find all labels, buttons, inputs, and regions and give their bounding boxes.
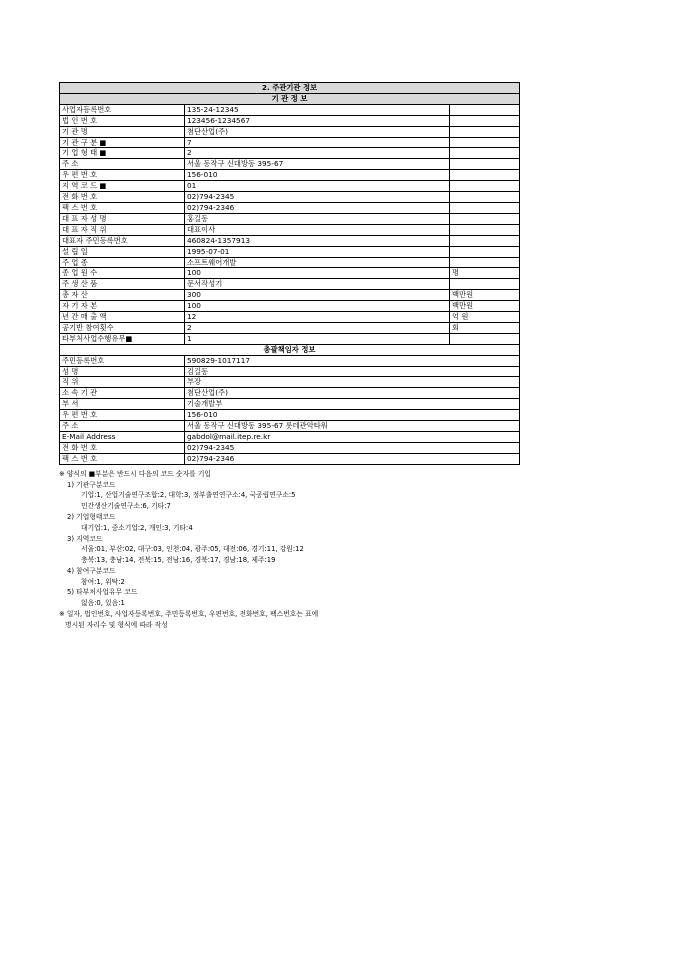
institution-row — [60, 279, 520, 290]
institution-row — [60, 170, 520, 181]
institution-row — [60, 257, 520, 268]
field-unit — [450, 333, 520, 344]
field-value: 12 — [185, 312, 450, 323]
field-label: 종 업 원 수 — [60, 268, 185, 279]
form-sheet — [59, 82, 519, 631]
institution-row — [60, 268, 520, 279]
field-label: 사업자등록번호 — [60, 104, 185, 115]
institution-row — [60, 224, 520, 235]
manager-row — [60, 421, 520, 432]
field-unit — [450, 224, 520, 235]
institution-row — [60, 333, 520, 344]
field-value: 2 — [185, 148, 450, 159]
institution-row — [60, 181, 520, 192]
manager-row — [60, 410, 520, 421]
institution-header-row — [60, 93, 520, 104]
field-label: 주민등록번호 — [60, 355, 185, 366]
field-unit — [450, 159, 520, 170]
institution-row — [60, 202, 520, 213]
field-label: 대 표 자 성 명 — [60, 213, 185, 224]
note-line: 대기업:1, 중소기업:2, 개인:3, 기타:4 — [81, 523, 193, 532]
manager-row — [60, 377, 520, 388]
field-label: 기 관 명 — [60, 126, 185, 137]
manager-row — [60, 453, 520, 464]
note-line: 충북:13, 충남:14, 전북:15, 전남:16, 경북:17, 경남:18, 제주:19 — [81, 556, 276, 565]
institution-row — [60, 235, 520, 246]
field-label: 년 간 매 출 액 — [60, 312, 185, 323]
field-label: 팩 스 번 호 — [60, 453, 185, 464]
field-label: 소 속 기 관 — [60, 388, 185, 399]
field-label: 자 기 자 본 — [60, 301, 185, 312]
institution-row — [60, 126, 520, 137]
field-unit — [450, 104, 520, 115]
field-unit — [450, 192, 520, 203]
field-label: 주 생 산 품 — [60, 279, 185, 290]
field-label: 성 명 — [60, 366, 185, 377]
note-line: ※ 일자, 법인번호, 사업자등록번호, 주민등록번호, 우편번호, 전화번호, 팩스번호는 표에 — [59, 610, 319, 619]
institution-row — [60, 246, 520, 257]
field-unit — [450, 126, 520, 137]
field-unit — [450, 202, 520, 213]
field-unit: 백만원 — [450, 301, 520, 312]
institution-row — [60, 148, 520, 159]
field-label: 총 자 산 — [60, 290, 185, 301]
field-value: 대표이사 — [185, 224, 450, 235]
note-line: 2) 기업형태코드 — [67, 512, 116, 521]
note-line: 1) 기관구분코드 — [67, 480, 116, 489]
field-value: 서울 동작구 신대방동 395-67 — [185, 159, 450, 170]
manager-row — [60, 399, 520, 410]
institution-row — [60, 322, 520, 333]
institution-row — [60, 115, 520, 126]
field-label: 직 위 — [60, 377, 185, 388]
note-line: 없음:0, 있음:1 — [81, 599, 125, 608]
field-value: 156-010 — [185, 170, 450, 181]
institution-row — [60, 301, 520, 312]
field-value: 첨단산업(주) — [185, 388, 520, 399]
field-unit — [450, 137, 520, 148]
field-label: 공기반 참여횟수 — [60, 322, 185, 333]
field-value: 100 — [185, 268, 450, 279]
manager-row — [60, 366, 520, 377]
field-unit — [450, 213, 520, 224]
field-label: 타부처사업수행유무■ — [60, 333, 185, 344]
field-value: 서울 동작구 신대방동 395-67 롯데관악타워 — [185, 421, 520, 432]
field-unit: 명 — [450, 268, 520, 279]
field-label: 전 화 번 호 — [60, 442, 185, 453]
institution-row — [60, 137, 520, 148]
institution-row — [60, 159, 520, 170]
field-unit — [450, 279, 520, 290]
institution-row — [60, 192, 520, 203]
field-label: 팩 스 번 호 — [60, 202, 185, 213]
field-label: 주 업 종 — [60, 257, 185, 268]
field-label: 주 소 — [60, 421, 185, 432]
note-line: 서울:01, 부산:02, 대구:03, 인천:04, 광주:05, 대전:06, 경기:11, 강원:12 — [81, 545, 304, 554]
institution-info-table — [59, 82, 520, 465]
field-value: 02)794-2345 — [185, 192, 450, 203]
field-unit — [450, 235, 520, 246]
field-unit — [450, 181, 520, 192]
note-line: 민간생산기술연구소:6, 기타:7 — [81, 502, 171, 511]
institution-row — [60, 312, 520, 323]
field-label: 우 편 번 호 — [60, 410, 185, 421]
manager-row — [60, 388, 520, 399]
field-value: 460824-1357913 — [185, 235, 450, 246]
field-unit: 회 — [450, 322, 520, 333]
field-label: 전 화 번 호 — [60, 192, 185, 203]
field-value: 02)794-2346 — [185, 453, 520, 464]
manager-row — [60, 432, 520, 443]
field-value: 300 — [185, 290, 450, 301]
field-label: 우 편 번 호 — [60, 170, 185, 181]
field-label: 법 인 번 호 — [60, 115, 185, 126]
field-value: gabdol@mail.itep.re.kr — [185, 432, 520, 443]
form-title: 2. 주관기관 정보 — [60, 83, 520, 94]
institution-row — [60, 213, 520, 224]
field-unit: 억 원 — [450, 312, 520, 323]
note-line: ※ 양식의 ■부분은 반드시 다음의 코드 숫자를 기입 — [59, 469, 211, 478]
note-line: 참여:1, 위탁:2 — [81, 577, 125, 586]
field-value: 소프트웨어개발 — [185, 257, 450, 268]
manager-header-row — [60, 344, 520, 355]
note-line: 명시된 자리수 및 형식에 따라 작성 — [65, 620, 168, 629]
field-value: 02)794-2346 — [185, 202, 450, 213]
field-value: 7 — [185, 137, 450, 148]
institution-info-header: 기 관 정 보 — [60, 93, 520, 104]
field-unit — [450, 257, 520, 268]
institution-row — [60, 104, 520, 115]
field-value: 1995-07-01 — [185, 246, 450, 257]
note-line: 3) 지역코드 — [67, 534, 103, 543]
field-value: 김길동 — [185, 366, 520, 377]
field-label: 기 관 구 분 ■ — [60, 137, 185, 148]
field-unit — [450, 246, 520, 257]
field-label: 기 업 형 태 ■ — [60, 148, 185, 159]
field-label: 지 역 코 드 ■ — [60, 181, 185, 192]
note-line: 기업:1, 산업기술연구조합:2, 대학:3, 정부출연연구소:4, 국공립연구소:5 — [81, 491, 296, 500]
field-label: 주 소 — [60, 159, 185, 170]
note-line: 5) 타부처사업유무 코드 — [67, 588, 138, 597]
field-label: 대 표 자 직 위 — [60, 224, 185, 235]
field-value: 590829-1017117 — [185, 355, 520, 366]
field-value: 02)794-2345 — [185, 442, 520, 453]
field-unit: 백만원 — [450, 290, 520, 301]
field-value: 기술개발부 — [185, 399, 520, 410]
manager-info-header: 총괄책임자 정보 — [60, 344, 520, 355]
field-value: 홍길동 — [185, 213, 450, 224]
note-line: 4) 참여구분코드 — [67, 566, 116, 575]
field-value: 01 — [185, 181, 450, 192]
field-value: 100 — [185, 301, 450, 312]
institution-row — [60, 290, 520, 301]
field-label: 설 립 일 — [60, 246, 185, 257]
field-label: E-Mail Address — [60, 432, 185, 443]
field-value: 문서작성기 — [185, 279, 450, 290]
field-value: 123456-1234567 — [185, 115, 450, 126]
field-label: 부 서 — [60, 399, 185, 410]
field-value: 135-24-12345 — [185, 104, 450, 115]
field-value: 부장 — [185, 377, 520, 388]
field-label: 대표자 주민등록번호 — [60, 235, 185, 246]
field-value: 156-010 — [185, 410, 520, 421]
field-value: 2 — [185, 322, 450, 333]
field-value: 1 — [185, 333, 450, 344]
field-unit — [450, 170, 520, 181]
field-value: 첨단산업(주) — [185, 126, 450, 137]
manager-row — [60, 442, 520, 453]
instruction-notes — [59, 469, 519, 631]
manager-row — [60, 355, 520, 366]
title-row — [60, 83, 520, 94]
field-unit — [450, 115, 520, 126]
field-unit — [450, 148, 520, 159]
